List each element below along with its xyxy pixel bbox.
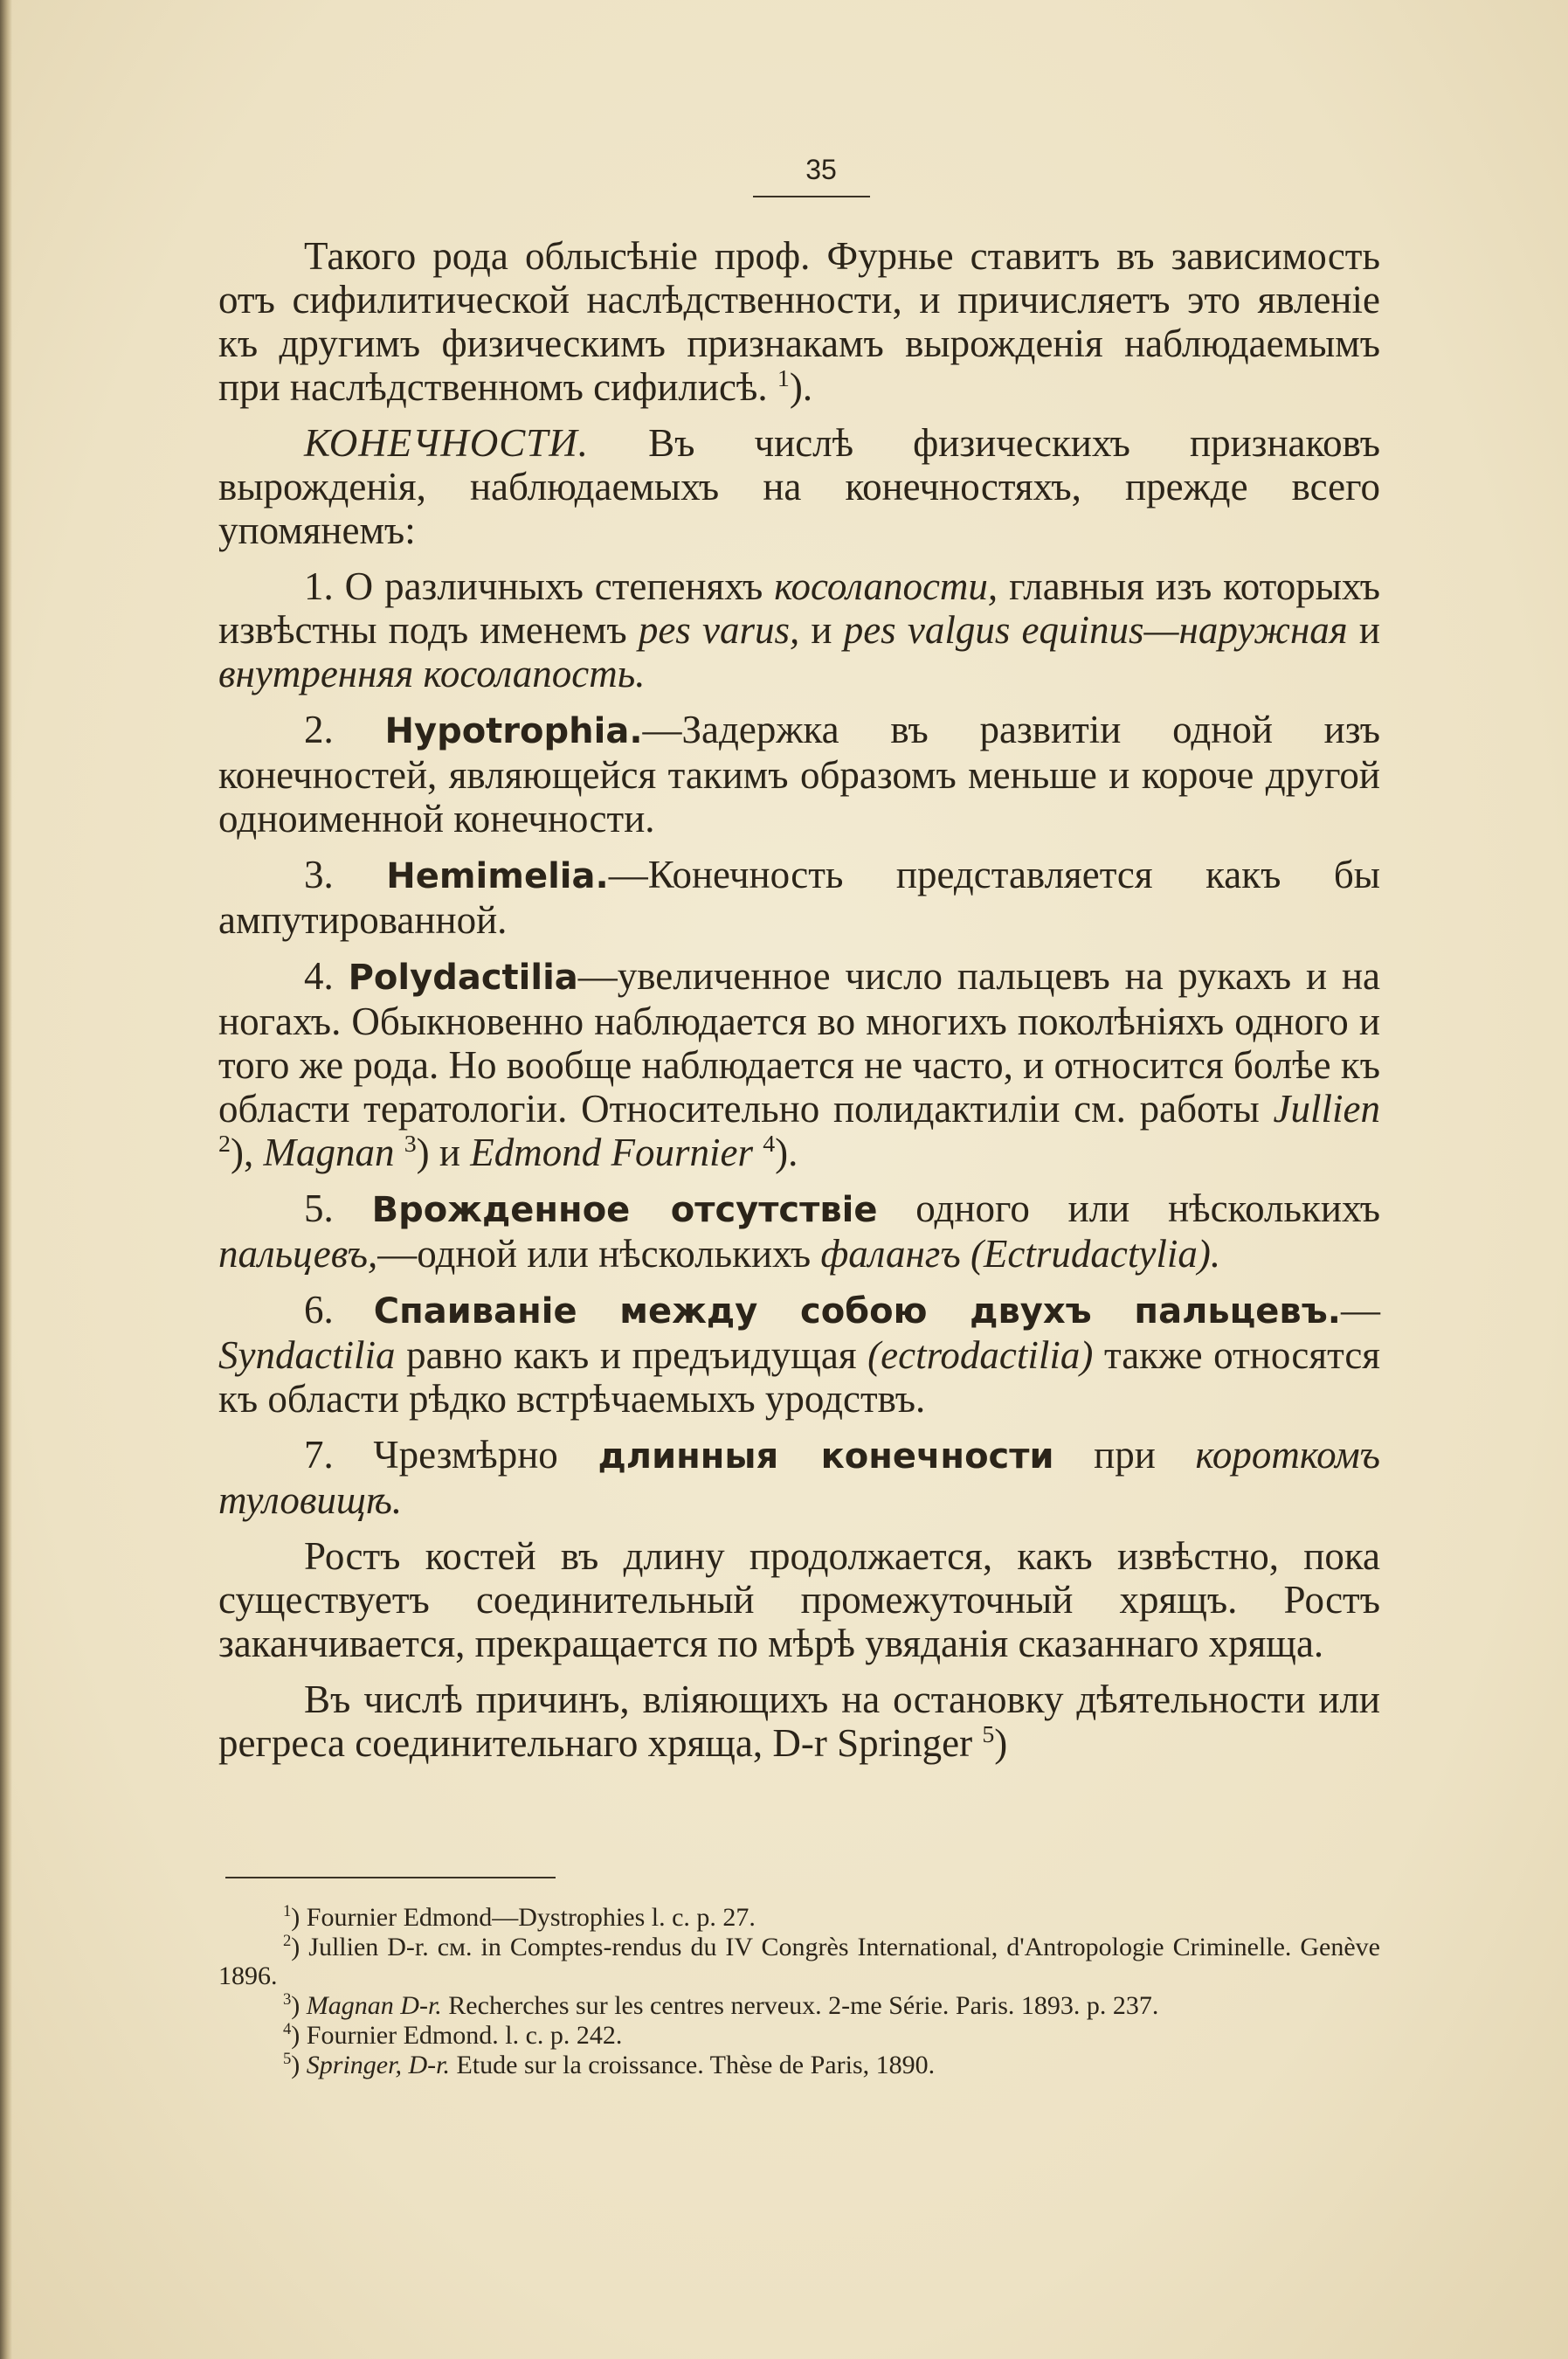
footnote-ref: 3: [404, 1131, 417, 1158]
italic-text: Magnan D-r.: [306, 1991, 442, 2020]
text-run: [753, 1131, 763, 1174]
text-run: равно какъ и предъидущая: [395, 1333, 868, 1377]
text-run: ): [291, 2051, 307, 2079]
italic-text: (ectrodactilia): [867, 1333, 1094, 1377]
bold-term: длинныя конечности: [597, 1436, 1054, 1477]
paragraph: [218, 1186, 1380, 1276]
text-run: Въ числѣ причинъ, вліяющихъ на остановку дѣятельности или регреса соединительнаго хряща, D-r Springer: [218, 1678, 1380, 1765]
bold-term: Спаиваніе между собою двухъ пальцевъ.: [373, 1291, 1341, 1332]
paragraph: [218, 1678, 1380, 1765]
paragraph: [218, 954, 1380, 1174]
paragraph: [218, 564, 1380, 695]
bold-term: Врожденное отсутствіе: [371, 1190, 878, 1230]
text-run: —увеличенное число пальцевъ на рукахъ и на ногахъ. Обыкновенно наблюдается во многихъ поколѣніяхъ одного и того же рода. Но вообще наблюдается не часто, и относится болѣе къ области тератологіи. Относительно полидактиліи см. работы: [218, 954, 1381, 1131]
footnote-ref: 5: [982, 1721, 995, 1748]
footnote: [218, 2021, 1380, 2050]
paragraph: [218, 1433, 1380, 1522]
section-heading: КОНЕЧНОСТИ.: [304, 421, 590, 465]
italic-text: Jullien: [1273, 1087, 1380, 1131]
italic-text: внутренняя косолапость.: [218, 652, 646, 695]
text-run: Etude sur la croissance. Thèse de Paris, 1890.: [449, 2051, 936, 2079]
italic-text: короткомъ туловищѣ.: [218, 1433, 1381, 1522]
footnote-ref: 4: [763, 1131, 776, 1158]
text-run: Въ числѣ физическихъ признаковъ вырожденія, наблюдаемыхъ на конечностяхъ, прежде всего упомянемъ:: [218, 421, 1380, 552]
main-text: [218, 234, 1380, 1768]
footnote: [218, 1991, 1380, 2020]
footnote-ref: 1: [283, 1902, 292, 1920]
footnote-ref: 3: [283, 1990, 292, 2009]
italic-text: pes varus,: [638, 608, 800, 652]
text-run: при: [1053, 1433, 1196, 1477]
italic-text: pes valgus equinus—наружная: [843, 608, 1348, 652]
text-run: ) Jullien D-r. см. in Comptes-rendus du IV Congrès International, d'Antropologie Criminelle. Genève 1896.: [218, 1933, 1380, 1990]
text-run: ): [291, 1991, 307, 2020]
italic-text: Magnan: [263, 1131, 395, 1174]
footnote-ref: 1: [777, 365, 790, 392]
footnote: [218, 1903, 1380, 1932]
italic-text: Syndactilia: [218, 1333, 396, 1377]
text-run: 1. О различныхъ степеняхъ: [304, 564, 775, 608]
page-edge-shadow: [0, 0, 12, 2359]
bold-term: Hemimelia.: [386, 856, 609, 896]
text-run: —одной или нѣсколькихъ: [377, 1232, 821, 1276]
page-number-rule: [753, 196, 870, 197]
text-run: ): [994, 1721, 1008, 1765]
italic-text: фалангъ (Ectrudactylia).: [820, 1232, 1221, 1276]
page-number: 35: [805, 154, 837, 185]
text-run: ) Fournier Edmond—Dystrophies l. c. p. 27.: [291, 1903, 756, 1932]
text-run: 6.: [304, 1288, 374, 1332]
italic-text: косолапости,: [774, 564, 998, 608]
text-run: ) и: [416, 1131, 471, 1174]
text-run: ).: [775, 1131, 798, 1174]
text-run: Такого рода облысѣніе проф. Фурнье ставитъ въ зависимость отъ сифилитической наслѣдственности, и причисляетъ это явленіе къ другимъ физическимъ признакамъ вырожденія наблюдаемымъ при наслѣдственномъ сифилисѣ.: [218, 234, 1380, 409]
paragraph: [218, 1288, 1380, 1421]
text-run: ),: [230, 1131, 264, 1174]
footnote: [218, 1933, 1380, 1990]
italic-text: пальцевъ,: [218, 1232, 378, 1276]
text-run: одного или нѣсколькихъ: [877, 1186, 1381, 1230]
footnotes: [218, 1903, 1380, 2080]
italic-text: Edmond Fournier: [470, 1131, 753, 1174]
text-run: —: [1341, 1288, 1380, 1332]
footnote-ref: 4: [283, 2020, 292, 2038]
text-run: 5.: [304, 1186, 372, 1230]
footnote: [218, 2051, 1380, 2079]
text-run: и: [1347, 608, 1380, 652]
text-run: [394, 1131, 404, 1174]
footnote-ref: 5: [283, 2050, 292, 2068]
footnote-separator: [225, 1877, 556, 1878]
text-run: 3.: [304, 853, 387, 896]
text-run: 4.: [304, 954, 349, 998]
text-run: —Задержка въ развитіи одной изъ конечностей, являющейся такимъ образомъ меньше и короче другой одноименной конечности.: [218, 708, 1381, 841]
text-run: и: [799, 608, 844, 652]
footnote-ref: 2: [283, 1932, 292, 1950]
paragraph: [218, 1534, 1380, 1665]
text-run: 7. Чрезмѣрно: [304, 1433, 598, 1477]
paragraph: [218, 853, 1380, 942]
paragraph: [218, 234, 1380, 409]
paragraph: [218, 708, 1380, 841]
text-run: —Конечность представляется какъ бы ампутированной.: [218, 853, 1381, 942]
text-run: главныя изъ которыхъ извѣстны подъ именемъ: [218, 564, 1380, 652]
footnote-ref: 2: [218, 1131, 231, 1158]
text-run: Ростъ костей въ длину продолжается, какъ извѣстно, пока существуетъ соединительный промежуточный хрящъ. Ростъ заканчивается, прекращается по мѣрѣ увяданія сказаннаго хряща.: [218, 1534, 1380, 1665]
text-run: 2.: [304, 708, 385, 751]
italic-text: Springer, D-r.: [306, 2051, 450, 2079]
bold-term: Polydactilia: [348, 958, 578, 998]
text-run: ).: [789, 365, 813, 409]
text-run: ) Fournier Edmond. l. c. p. 242.: [291, 2021, 623, 2050]
text-run: Recherches sur les centres nerveux. 2-me Série. Paris. 1893. p. 237.: [441, 1991, 1159, 2020]
text-run: также относятся къ области рѣдко встрѣчаемыхъ уродствъ.: [218, 1333, 1380, 1421]
bold-term: Hypotrophia.: [384, 711, 643, 751]
paragraph: [218, 421, 1380, 552]
